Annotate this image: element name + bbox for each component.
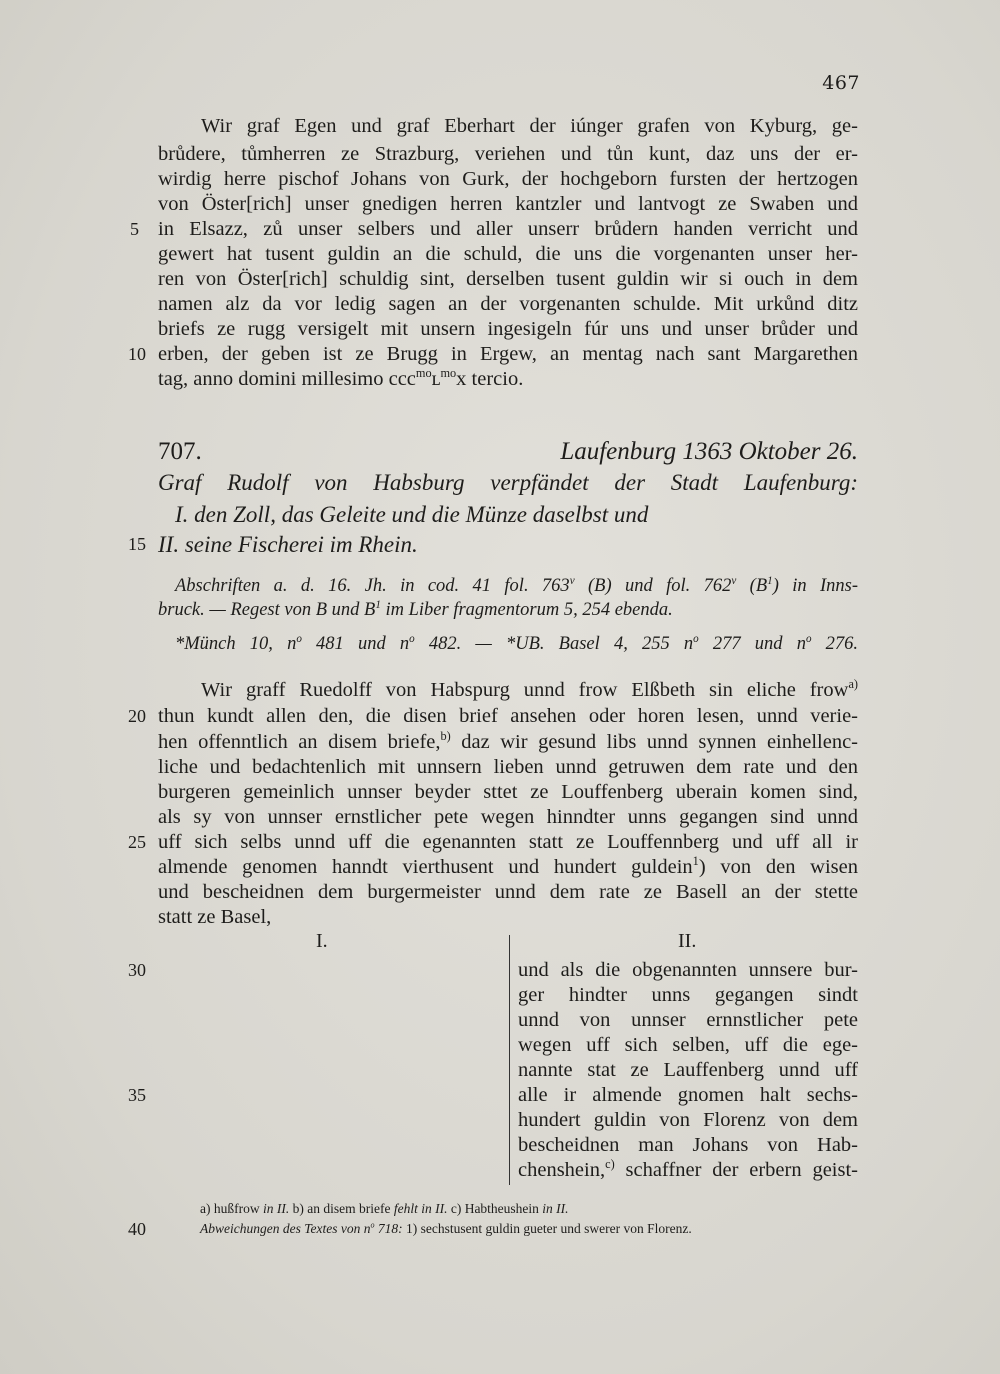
text-line: brůdere, tůmherren ze Strazburg, veriehen und tůn kunt, daz uns der er- xyxy=(158,143,858,165)
line-number: 40 xyxy=(128,1219,146,1239)
line-number: 10 xyxy=(128,344,146,364)
text-line: Wir graff Ruedolff von Habspurg unnd frow Elßbeth sin eliche frow$^{a)}$ xyxy=(201,677,858,701)
regest-line: Graf Rudolf von Habsburg verpfändet der Stadt Laufenburg: xyxy=(158,470,858,495)
document-place-date: Laufenburg 1363 Oktober 26. xyxy=(560,438,858,465)
column-line: und als die obgenannten unnsere bur- xyxy=(518,959,858,981)
page-number: 467 xyxy=(822,72,860,94)
column-line: chenshein,$^{c)}$ schaffner der erbern geist- xyxy=(518,1157,858,1181)
line-number: 15 xyxy=(128,534,146,554)
text-line: thun kundt allen den, die disen brief ansehen oder horen lesen, unnd verie- xyxy=(158,705,858,727)
line-number: 25 xyxy=(128,832,146,852)
line-number: 35 xyxy=(128,1085,146,1105)
column-line: ger hindter unns gegangen sindt xyxy=(518,984,858,1006)
text-line: gewert hat tusent guldin an die schuld, die uns die vorgenanten unser her- xyxy=(158,243,858,265)
text-line: ren von Öster[rich] schuldig sint, derselben tusent guldin wir si ouch in dem xyxy=(158,268,858,290)
source-line: Abschriften a. d. 16. Jh. in cod. 41 fol. 763$^v$ (B) und fol. 762$^v$ $(B^1)$ in Inns- xyxy=(175,574,858,596)
text-line: erben, der geben ist ze Brugg in Ergew, an mentag nach sant Margarethen xyxy=(158,343,858,365)
text-line: tag, anno domini millesimo ccc$^{mo}$ʟ$^{mo}$x tercio. xyxy=(158,366,524,390)
text-line: statt ze Basel, xyxy=(158,906,272,928)
text-line: Wir graf Egen und graf Eberhart der iúnger grafen von Kyburg, ge- xyxy=(201,115,858,137)
line-number: 20 xyxy=(128,706,146,726)
column-divider xyxy=(509,935,510,1185)
footnote-line: a) hußfrow in II. b) an disem briefe fehlt in II. c) Habtheushein in II. xyxy=(200,1201,569,1216)
column-line: unnd von unnser ernnstlicher pete xyxy=(518,1009,858,1031)
footnote-line: Abweichungen des Textes von $n^o$ 718: 1) sechstusent guldin gueter und swerer von Florenz. xyxy=(200,1220,692,1236)
text-line: briefs ze rugg versigelt mit unsern ingesigeln fúr uns und unser brůder und xyxy=(158,318,858,340)
text-line: liche und bedachtenlich mit unnsern lieben unnd getruwen dem rate und den xyxy=(158,756,858,778)
column-line: hundert guldin von Florenz von dem xyxy=(518,1109,858,1131)
text-line: uff sich selbs unnd uff die egenannten statt ze Louffennberg und uff all ir xyxy=(158,831,858,853)
text-line: in Elsazz, zů unser selbers und aller unserr brůdern handen verricht und xyxy=(158,218,858,240)
text-line: und bescheidnen dem burgermeister unnd dem rate ze Basell an der stette xyxy=(158,881,858,903)
line-number: 5 xyxy=(130,219,139,239)
column-line: alle ir almende gnomen halt sechs- xyxy=(518,1084,858,1106)
column-line: bescheidnen man Johans von Hab- xyxy=(518,1134,858,1156)
document-number: 707. xyxy=(158,438,202,465)
column-line: nannte stat ze Lauffenberg unnd uff xyxy=(518,1059,858,1081)
regest-line: II. seine Fischerei im Rhein. xyxy=(158,532,418,557)
text-line: hen offenntlich an disem briefe,$^{b)}$ daz wir gesund libs unnd synnen einhellenc- xyxy=(158,729,859,753)
text-line: wirdig herre pischof Johans von Gurk, der hochgeborn fursten der hertzogen xyxy=(158,168,858,190)
column-line: wegen uff sich selben, uff die ege- xyxy=(518,1034,858,1056)
regest-line: I. den Zoll, das Geleite und die Münze daselbst und xyxy=(175,502,649,527)
source-line: *Münch 10, $n^o$ 481 und $n^o$ 482. — *UB. Basel 4, 255 $n^o$ 277 und $n^o$ 276. xyxy=(175,632,859,654)
text-line: als sy von unnser ernstlicher pete wegen hinndter unns gegangen sind unnd xyxy=(158,806,858,828)
text-line: namen alz da vor ledig sagen an der vorgenanten schulde. Mit urkůnd ditz xyxy=(158,293,858,315)
column-heading-right: II. xyxy=(678,930,697,952)
source-line: bruck. — Regest von B und $B^1$ im Liber fragmentorum 5, 254 ebenda. xyxy=(158,598,673,620)
line-number: 30 xyxy=(128,960,146,980)
text-line: von Öster[rich] unser gnedigen herren kantzler und lantvogt ze Swaben und xyxy=(158,193,858,215)
column-heading-left: I. xyxy=(316,930,328,952)
text-line: burgeren gemeinlich unnser beyder sttet ze Louffenberg uberain komen sind, xyxy=(158,781,858,803)
text-line: almende genomen hanndt vierthusent und hundert guldein$^1$) von den wisen xyxy=(158,854,858,878)
